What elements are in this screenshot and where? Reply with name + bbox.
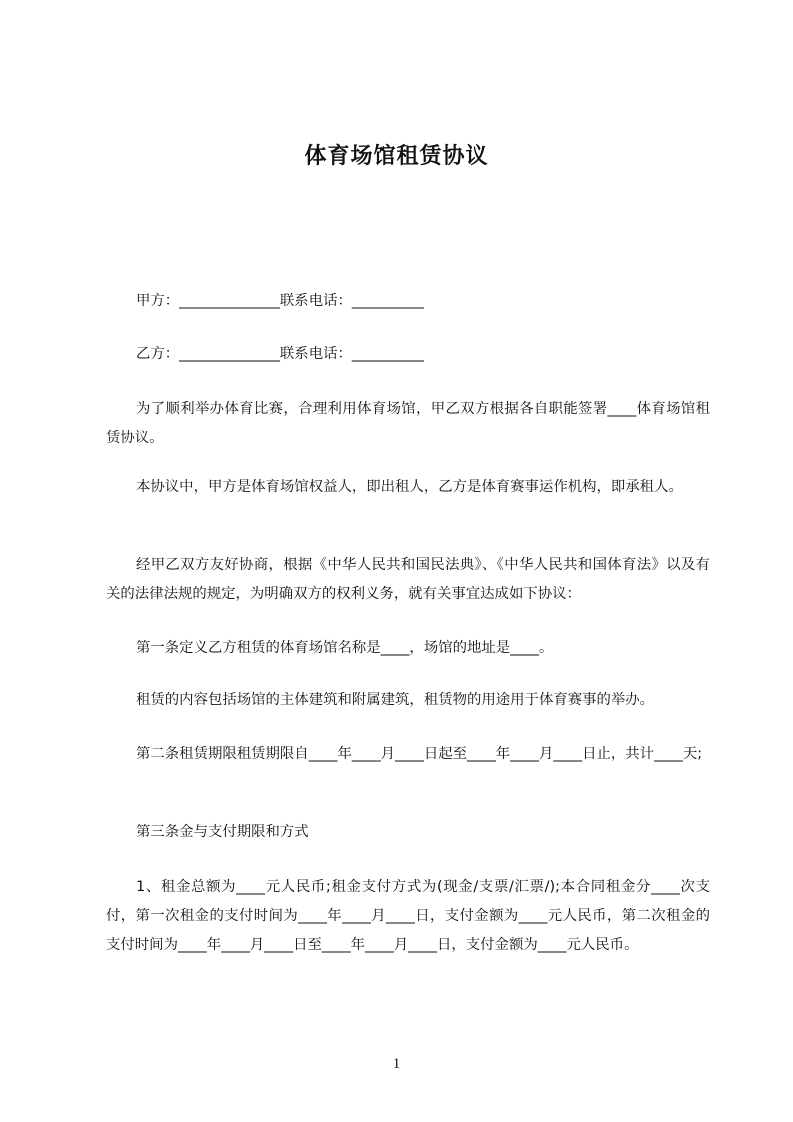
article-3-heading: 第三条金与支付期限和方式	[136, 824, 309, 840]
document-title: 体育场馆租赁协议	[304, 144, 489, 169]
article-3-item-1: 1、租金总额为____元人民币;租金支付方式为(现金/支票/汇票/);本合同租金分____次支付，第一次租金的支付时间为____年____月____日，支付金额为____元人民币，第二次租金的支付时间为____年____月____日至____年____月____日，支付金额为____元人民币。	[106, 879, 710, 953]
paragraph-purpose: 为了顺利举办体育比赛，合理利用体育场馆，甲乙双方根据各自职能签署____体育场馆租赁协议。	[106, 401, 710, 446]
paragraph-lease-content: 租赁的内容包括场馆的主体建筑和附属建筑，租赁物的用途用于体育赛事的举办。	[136, 692, 655, 708]
party-b-line: 乙方：______________联系电话：__________	[136, 346, 424, 362]
party-a-line: 甲方：______________联系电话：__________	[136, 293, 424, 309]
paragraph-legal-basis: 经甲乙双方友好协商，根据《中华人民共和国民法典》、《中华人民共和国体育法》以及有关的法律法规的规定，为明确双方的权利义务，就有关事宜达成如下协议：	[106, 557, 710, 602]
page-number: 1	[392, 1056, 401, 1072]
article-1-definition: 第一条定义乙方租赁的体育场馆名称是____，场馆的地址是____。	[136, 640, 554, 656]
article-2-lease-term: 第二条租赁期限租赁期限自____年____月____日起至____年____月____日止，共计____天;	[136, 746, 703, 762]
paragraph-parties-definition: 本协议中，甲方是体育场馆权益人，即出租人，乙方是体育赛事运作机构，即承租人。	[136, 479, 683, 495]
